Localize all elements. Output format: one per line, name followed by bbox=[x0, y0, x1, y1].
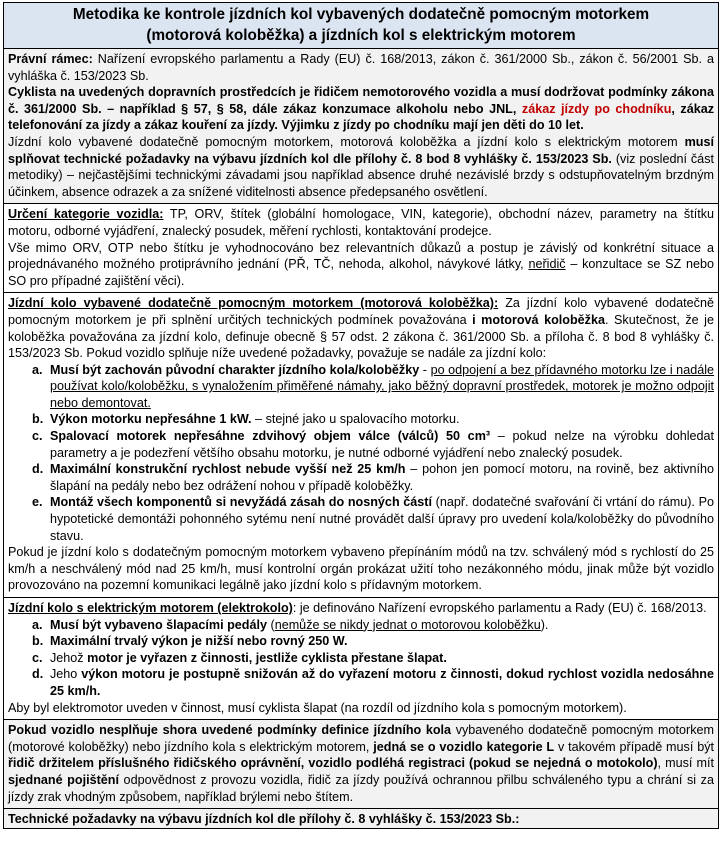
list-item-bold: Maximální konstrukční rychlost nebude vyšší než 25 km/h bbox=[50, 462, 406, 477]
list-item bbox=[8, 494, 714, 544]
non-conforming-section bbox=[3, 720, 719, 809]
nc-bold-4: sjednané pojištění bbox=[8, 772, 119, 787]
nc-bold-1: Pokud vozidlo nesplňuje shora uvedené podmínky definice jízdního kola bbox=[8, 723, 452, 738]
list-item-text: – stejné jako u spalovacího motorku. bbox=[251, 412, 460, 427]
vehicle-category-section bbox=[3, 204, 719, 293]
list-item-label: b. bbox=[32, 412, 44, 427]
list-item-text: – pokud nelze na výrobku dohledat parametry a je podezření většího obsahu motorku, je nutné odborné vyjádření nebo znalecký posudek. bbox=[50, 429, 715, 460]
nc-text-2: v takovém případě musí být bbox=[554, 739, 714, 754]
cyclist-obligations-text: Cyklista na uvedených dopravních prostředcích je řidičem nemotorového vozidla a musí dodržovat podmínky zákona č. 361/2000 Sb. – například § 57, § 58, dále zákaz konzumace alkoholu nebo JNL, bbox=[8, 85, 714, 116]
document bbox=[3, 2, 719, 829]
motor-bike-heading: Jízdní kolo vybavené dodatečně pomocným motorkem (motorová koloběžka): bbox=[8, 296, 499, 311]
cyclist-obligations-paragraph bbox=[8, 84, 714, 134]
technical-requirements-paragraph bbox=[8, 134, 714, 200]
ebike-heading: Jízdní kolo s elektrickým motorem (elektrokolo) bbox=[8, 601, 293, 615]
technical-requirements-heading-row bbox=[8, 811, 714, 828]
list-item bbox=[8, 461, 714, 494]
vehicle-category-heading: Určení kategorie vozidla: bbox=[8, 207, 164, 222]
list-item-label: a. bbox=[32, 362, 43, 377]
ebike-intro-text: : je definováno Nařízení evropského parlamentu a Rady (EU) č. 168/2013. bbox=[292, 601, 707, 615]
list-item bbox=[8, 617, 714, 634]
non-conforming-paragraph bbox=[8, 722, 714, 805]
evidence-text: Vše mimo ORV, OTP nebo štítku je vyhodnocováno bez relevantních důkazů a postup je závislý od konkrétní situace a projednávaného možného protiprávního jednání (PŘ, TČ, nehoda, alkohol, návykové látky, bbox=[8, 240, 714, 272]
vehicle-category-text: TP, ORV, štítek (globální homologace, VIN, kategorie), obchodní název, parametry na štítku motoru, odborné vyjádření, znalecký posudek, měření rychlosti, kontaktování prodejce. bbox=[8, 207, 714, 238]
list-item-pre: Jeho bbox=[50, 667, 82, 682]
list-item-bold: Musí být vybaveno šlapacími pedály bbox=[50, 617, 267, 632]
list-item-bold: Výkon motorku nepřesáhne 1 kW. bbox=[50, 412, 252, 427]
list-item-label: d. bbox=[32, 667, 44, 682]
vehicle-category-paragraph bbox=[8, 206, 714, 239]
list-item-text: – pohon jen pomocí motoru, na rovině, bez aktivního šlapání na pedály nebo bez odrážení nohou v případě koloběžky. bbox=[50, 462, 714, 493]
list-item-label: b. bbox=[32, 634, 44, 649]
list-item-underlined: po odpojení a bez přídavného motorku lze i nadále používat kolo/koloběžku, s vynaložením přiměřené námahy, jako běžný dopravní prostředek, motorek je možno odpojit nebo demontovat. bbox=[50, 362, 715, 410]
ebike-pedaling-paragraph: Aby byl elektromotor uveden v činnost, musí cyklista šlapat (na rozdíl od jízdního kola s pomocným motorkem). bbox=[8, 700, 627, 715]
motor-scooter-bold: i motorová koloběžka bbox=[472, 312, 605, 327]
non-driver-text: neřidič bbox=[528, 257, 566, 272]
list-item bbox=[8, 633, 714, 650]
legal-framework-heading: Právní rámec: bbox=[8, 52, 93, 66]
ebike-intro bbox=[8, 600, 714, 617]
nc-bold-3: řidič držitelem příslušného řidičského oprávnění, vozidlo podléhá registraci (pokud se nejedná o motokolo) bbox=[8, 756, 658, 771]
list-item-bold: výkon motoru je postupně snižován až do vyřazení motoru z činnosti, dokud rychlost vozidla nedosáhne 25 km/h. bbox=[50, 667, 715, 698]
mode-switching-paragraph: Pokud je jízdní kolo s dodatečným pomocným motorkem vybaveno přepínáním módů na tzv. schválený mód s rychlostí do 25 km/h a neschválený mód nad 25 km/h, musí kontrolní orgán prokázat užití toho nezákonného módu, jinak může být vozidlo provozováno na pozemní komunikaci legálně jako jízdní kolo s přídavným motorkem. bbox=[8, 545, 714, 593]
list-item-label: e. bbox=[32, 495, 43, 510]
list-item bbox=[8, 428, 714, 461]
list-item-bold: Maximální trvalý výkon je nižší nebo rovný 250 W. bbox=[50, 634, 348, 649]
cyclist-obligations-end: , zákaz telefonování za jízdy a zákaz kouření za jízdy. Výjimku z jízdy po chodníku mají jen děti do 10 let. bbox=[8, 101, 715, 133]
legal-framework-text: Nařízení evropského parlamentu a Rady (EU) č. 168/2013, zákon č. 361/2000 Sb., zákon č. 56/2001 Sb. a vyhláška č. 153/2023 Sb. bbox=[8, 52, 714, 83]
page-title bbox=[3, 2, 719, 49]
list-item-text: (např. dodatečné svařování či vrtání do rámu). Po hypotetické demontáži pohonného sytému není nutné provádět další úpravy pro uvedení kola/koloběžky do původního stavu. bbox=[50, 495, 714, 543]
nc-text-3: , musí mít bbox=[657, 756, 714, 771]
motor-bike-intro bbox=[8, 295, 714, 361]
nc-text-4: odpovědnost z provozu vozidla, řidič za jízdy používá ochrannou přilbu schváleného typu a chrání si za jízdy zrak vhodným způsobem, například brýlemi nebo štítem. bbox=[8, 772, 714, 804]
list-item bbox=[8, 362, 714, 412]
list-item-text-2: ). bbox=[540, 617, 549, 632]
motor-bike-intro-text: Za jízdní kolo vybavené dodatečně pomocným motorkem je při splnění určitých technických podmínek považována bbox=[8, 296, 714, 327]
legal-framework-paragraph bbox=[8, 51, 714, 84]
list-item-underlined: nemůže se nikdy jednat o motorovou koloběžku bbox=[274, 617, 541, 632]
title-line-2: (motorová koloběžka) a jízdních kol s elektrickým motorem bbox=[146, 27, 576, 44]
list-item-pre: Jehož bbox=[50, 650, 88, 665]
evidence-paragraph bbox=[8, 240, 714, 290]
tech-req-text-2: (viz poslední část metodiky) – nejčastějšími technickými závadami jsou například absence druhé nezávislé brzdy s odstupňovatelným brzdným účinkem, absence odrazek a za snížené viditelnosti absence předepsaného osvětlení. bbox=[8, 151, 714, 199]
motor-bike-requirements-list bbox=[8, 362, 714, 545]
title-line-1: Metodika ke kontrole jízdních kol vybavených dodatečně pomocným motorkem bbox=[72, 6, 650, 23]
list-item-bold: Spalovací motorek nepřesáhne zdvihový objem válce (válců) 50 cm³ bbox=[50, 429, 491, 444]
list-item-label: a. bbox=[32, 617, 43, 632]
ebike-requirements-list bbox=[8, 617, 714, 700]
list-item-bold: Musí být zachován původní charakter jízdního kola/koloběžky bbox=[50, 362, 420, 377]
evidence-text-2: – konzultace se SZ nebo SO pro případné zajištění věci). bbox=[8, 257, 715, 288]
list-item bbox=[8, 650, 714, 667]
list-item-label: c. bbox=[32, 650, 43, 665]
list-item-text: ( bbox=[266, 617, 275, 632]
nc-text-1: vybaveného dodatečně pomocným motorkem (motorové koloběžky) nebo jízdního kola s elektrickým motorem, bbox=[8, 723, 714, 754]
motor-bike-intro-text-2: . Skutečnost, že je koloběžka považována za jízdní kolo, definuje obecně § 57 odst. 2 zákona č. 361/2000 Sb. a příloha č. 8 bod 8 vyhlášky č. 153/2023 Sb. Pokud vozidlo splňuje níže uvedené požadavky, považuje se nadále za jízdní kolo: bbox=[8, 312, 714, 361]
list-item-bold: motor je vyřazen z činnosti, jestliže cyklista přestane šlapat. bbox=[87, 650, 447, 665]
nc-bold-2: jedná se o vozidlo kategorie L bbox=[373, 739, 555, 754]
list-item bbox=[8, 411, 714, 428]
list-item-label: d. bbox=[32, 462, 44, 477]
tech-req-text: Jízdní kolo vybavené dodatečně pomocným motorkem, motorová koloběžka a jízdní kolo s elektrickým motorem bbox=[8, 134, 685, 149]
list-item-bold: Montáž všech komponentů si nevyžádá zásah do nosných částí bbox=[50, 495, 432, 510]
list-item-text: - bbox=[419, 362, 431, 377]
legal-framework-section bbox=[3, 49, 719, 204]
technical-requirements-heading: Technické požadavky na výbavu jízdních kol dle přílohy č. 8 vyhlášky č. 153/2023 Sb.: bbox=[8, 812, 520, 827]
motor-bike-section bbox=[3, 293, 719, 598]
list-item bbox=[8, 666, 714, 699]
technical-requirements-heading-section bbox=[3, 809, 719, 829]
list-item-label: c. bbox=[32, 429, 43, 444]
ebike-section bbox=[3, 598, 719, 720]
tech-req-bold: musí splňovat technické požadavky na výbavu jízdních kol dle přílohy č. 8 bod 8 vyhlášky č. 153/2023 Sb. bbox=[8, 134, 714, 166]
sidewalk-ban-text: zákaz jízdy po chodníku bbox=[521, 101, 672, 116]
